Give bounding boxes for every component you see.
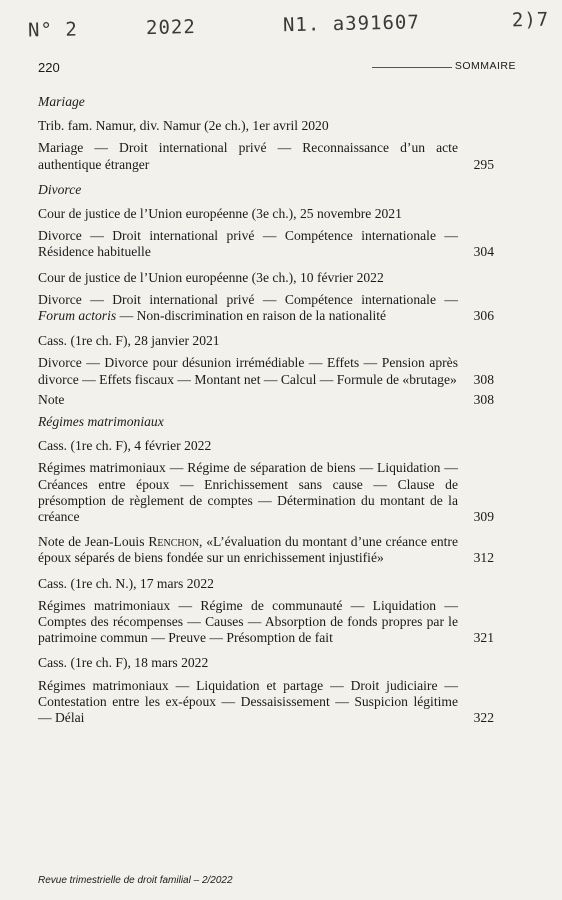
entry-text: Divorce — Droit international privé — Compétence internationale — Résidence habituelle <box>38 228 458 260</box>
summary-entry <box>38 140 494 172</box>
page-footer: Revue trimestrielle de droit familial – 2/2022 <box>38 875 233 886</box>
court-reference: Cass. (1re ch. F), 18 mars 2022 <box>38 655 209 671</box>
handwritten-reference: N1. a391607 <box>282 11 421 37</box>
note-entry <box>38 391 494 408</box>
entry-text: — Non-discrimination en raison de la nationalité <box>116 308 387 324</box>
page-ref: 312 <box>473 550 494 566</box>
page-ref: 308 <box>473 371 494 387</box>
handwritten-year: 2022 <box>145 16 196 40</box>
page-ref: 308 <box>473 391 494 407</box>
note-entry <box>38 534 494 566</box>
note-author: Renchon <box>148 534 200 550</box>
summary-content <box>38 94 494 735</box>
entry-text-italic: Forum actoris <box>38 308 117 324</box>
summary-entry <box>38 460 494 525</box>
court-reference: Cour de justice de l’Union européenne (3e ch.), 10 février 2022 <box>38 269 384 285</box>
entry-text: Régimes matrimoniaux — Régime de séparation de biens — Liquidation — Créances entre époux — Enrichissement sans cause — Clause de présomption de règlement de comptes — Détermination du montant de la créance <box>38 460 458 525</box>
summary-entry <box>38 677 494 727</box>
handwritten-number: N° 2 <box>27 18 79 42</box>
handwritten-mark: 2)7 <box>511 8 550 32</box>
page-ref: 321 <box>473 630 494 646</box>
entry-text: Divorce — Droit international privé — Compétence internationale — <box>38 291 458 307</box>
page-ref: 306 <box>473 308 494 324</box>
entry-text: Mariage — Droit international privé — Reconnaissance d’un acte authentique étranger <box>38 140 458 172</box>
entry-text: Régimes matrimoniaux — Liquidation et partage — Droit judiciaire — Contestation entre les ex-époux — Dessaisissement — Suspicion légitime — Délai <box>38 677 458 726</box>
court-reference: Cass. (1re ch. N.), 17 mars 2022 <box>38 575 214 591</box>
note-prefix: Note de Jean-Louis <box>38 534 149 550</box>
court-reference: Cass. (1re ch. F), 28 janvier 2021 <box>38 333 220 349</box>
page-number: 220 <box>38 60 60 75</box>
summary-entry <box>38 355 494 387</box>
entry-text: Régimes matrimoniaux — Régime de communauté — Liquidation — Comptes des récompenses — Causes — Absorption de fonds propres par le patrimoine commun — Preuve — Présomption de fait <box>38 597 458 646</box>
summary-entry <box>38 597 494 647</box>
court-reference: Cour de justice de l’Union européenne (3e ch.), 25 novembre 2021 <box>38 206 402 222</box>
page-ref: 304 <box>473 244 494 260</box>
page-ref: 309 <box>473 509 494 525</box>
page-header <box>38 58 516 80</box>
header-rule <box>372 67 452 68</box>
entry-text: Divorce — Divorce pour désunion irrémédiable — Effets — Pension après divorce — Effets fiscaux — Montant net — Calcul — Formule de «brutage» <box>38 355 458 387</box>
note-title: , «L’évaluation du montant d’une créance entre époux séparés de biens fondée sur un enrichissement injustifié» <box>38 534 458 566</box>
section-title: SOMMAIRE <box>454 60 516 72</box>
court-reference: Cass. (1re ch. F), 4 février 2022 <box>38 438 212 454</box>
page-ref: 295 <box>473 156 494 172</box>
heading-mariage: Mariage <box>38 94 85 109</box>
heading-regimes: Régimes matrimoniaux <box>38 414 164 430</box>
heading-divorce: Divorce <box>38 181 82 197</box>
page-ref: 322 <box>473 710 494 726</box>
note-label: Note <box>38 391 65 407</box>
summary-entry <box>38 291 494 324</box>
summary-entry <box>38 228 494 260</box>
court-reference: Trib. fam. Namur, div. Namur (2e ch.), 1er avril 2020 <box>38 118 329 134</box>
handwritten-annotation <box>28 0 559 51</box>
